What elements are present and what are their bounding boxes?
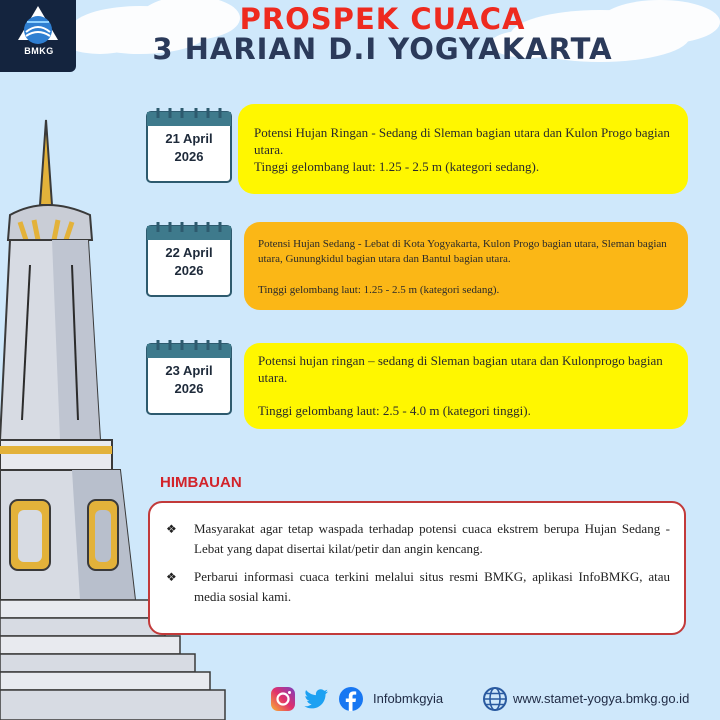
forecast-text-3: Potensi hujan ringan – sedang di Sleman bagian utara dan Kulonprogo bagian utara.	[258, 353, 663, 385]
calendar-day-2	[146, 222, 232, 298]
twitter-icon[interactable]	[304, 686, 330, 712]
himbauan-item-text-2: Perbarui informasi cuaca terkini melalui situs resmi BMKG, aplikasi InfoBMKG, atau media sosial kami.	[194, 569, 670, 604]
forecast-card-3	[244, 343, 688, 429]
himbauan-item-text-1: Masyarakat agar tetap waspada terhadap potensi cuaca ekstrem berupa Hujan Sedang - Lebat yang dapat disertai kilat/petir dan angin kencang.	[194, 521, 670, 556]
instagram-icon[interactable]	[270, 686, 296, 712]
facebook-icon[interactable]	[338, 686, 364, 712]
social-handle[interactable]: Infobmkgyia	[373, 691, 444, 706]
globe-icon	[482, 686, 508, 712]
date-3-year: 2026	[174, 381, 204, 396]
date-1-day-month: 21 April	[165, 131, 213, 146]
himbauan-item	[162, 567, 670, 607]
bullet-icon: ❖	[166, 570, 177, 584]
date-2-year: 2026	[174, 263, 204, 278]
calendar-date-3	[154, 362, 224, 398]
forecast-card-1	[238, 104, 688, 194]
himbauan-box	[148, 501, 686, 635]
wave-text-3: Tinggi gelombang laut: 2.5 - 4.0 m (kategori tinggi).	[258, 403, 531, 418]
date-1-year: 2026	[174, 149, 204, 164]
bmkg-logo-text: BMKG	[24, 46, 54, 56]
wave-text-2: Tinggi gelombang laut: 1.25 - 2.5 m (kategori sedang).	[258, 284, 500, 296]
himbauan-title: HIMBAUAN	[160, 474, 242, 491]
bullet-icon: ❖	[166, 522, 177, 536]
date-3-day-month: 23 April	[165, 363, 213, 378]
calendar-day-3	[146, 340, 232, 416]
forecast-text-2: Potensi Hujan Sedang - Lebat di Kota Yogyakarta, Kulon Progo bagian utara, Sleman bagian utara, Gunungkidul bagian utara dan Bantul bagian utara.	[258, 238, 667, 265]
calendar-date-2	[154, 244, 224, 280]
forecast-card-2	[244, 222, 688, 310]
title-line-1: PROSPEK CUACA	[239, 2, 526, 36]
forecast-text-1: Potensi Hujan Ringan - Sedang di Sleman bagian utara dan Kulon Progo bagian utara.	[254, 125, 670, 157]
website-link[interactable]: www.stamet-yogya.bmkg.go.id	[513, 691, 690, 706]
wave-text-1: Tinggi gelombang laut: 1.25 - 2.5 m (kategori sedang).	[254, 159, 540, 174]
calendar-date-1	[154, 130, 224, 166]
title-line-2: 3 HARIAN D.I YOGYAKARTA	[152, 32, 613, 66]
date-2-day-month: 22 April	[165, 245, 213, 260]
calendar-day-1	[146, 108, 232, 184]
himbauan-item	[162, 519, 670, 559]
